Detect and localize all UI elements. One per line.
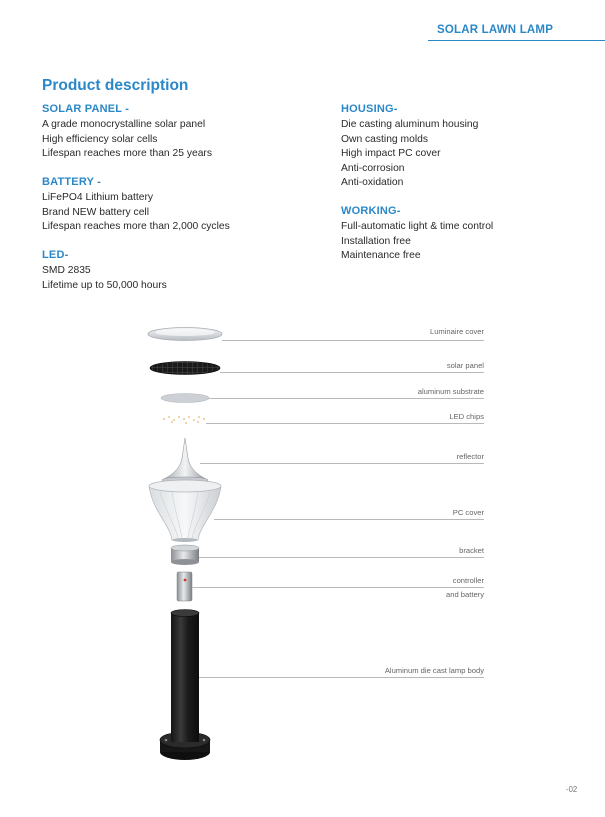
section-solar-panel	[42, 102, 212, 162]
callout-line	[199, 557, 484, 558]
callout-line	[222, 340, 484, 341]
page-number: -02	[566, 785, 578, 794]
label-luminaire-cover: Luminaire cover	[429, 327, 484, 336]
spec-line: Own casting molds	[341, 133, 428, 145]
label-lamp-body: Aluminum die cast lamp body	[384, 666, 484, 675]
section-housing	[341, 102, 478, 191]
lamp-body-part	[160, 610, 210, 761]
header-title: SOLAR LAWN LAMP	[437, 24, 554, 36]
callout-line	[199, 677, 484, 678]
exploded-view-diagram	[0, 320, 605, 770]
spec-line: Installation free	[341, 235, 411, 247]
spec-line: Full-automatic light & time control	[341, 221, 494, 232]
label-controller: controller	[452, 576, 484, 585]
spec-line: Maintenance free	[341, 250, 421, 262]
spec-line: Lifespan reaches more than 2,000 cycles	[42, 221, 230, 233]
label-solar-panel: solar panel	[446, 361, 484, 370]
section-heading: WORKING-	[341, 205, 401, 217]
spec-line: Brand NEW battery cell	[42, 206, 150, 218]
header-rule	[428, 40, 605, 41]
spec-line: LiFePO4 Lithium battery	[42, 192, 154, 203]
label-and-battery: and battery	[446, 590, 484, 599]
label-aluminum-substrate: aluminum substrate	[417, 387, 484, 396]
reflector-part	[162, 438, 208, 483]
label-led-chips: LED chips	[449, 412, 484, 421]
callout-line	[214, 519, 484, 520]
spec-line: High efficiency solar cells	[42, 133, 158, 145]
callout-line	[200, 463, 484, 464]
spec-line: Lifetime up to 50,000 hours	[42, 279, 167, 291]
label-pc-cover: PC cover	[452, 508, 484, 517]
callout-line	[192, 587, 484, 588]
callout-line	[220, 372, 484, 373]
lamp-parts-illustration	[0, 320, 605, 770]
spec-line: High impact PC cover	[341, 148, 441, 160]
bracket-part	[171, 545, 199, 565]
spec-line: Lifespan reaches more than 25 years	[42, 148, 212, 160]
section-working	[341, 204, 493, 264]
pc-cover-part	[149, 480, 221, 542]
spec-line: Anti-oxidation	[341, 177, 404, 189]
callout-line	[209, 398, 484, 399]
controller-battery-part	[177, 572, 192, 601]
led-chips-part	[163, 416, 205, 424]
page-title: Product description	[42, 77, 189, 94]
label-reflector: reflector	[456, 452, 484, 461]
callout-line	[206, 423, 484, 424]
spec-line: Anti-corrosion	[341, 162, 405, 174]
section-heading: LED-	[42, 249, 69, 261]
spec-line: SMD 2835	[42, 265, 91, 276]
section-heading: SOLAR PANEL -	[42, 103, 130, 115]
section-heading: HOUSING-	[341, 103, 398, 115]
luminaire-cover-part	[148, 328, 222, 341]
solar-panel-part	[150, 362, 220, 375]
spec-line: Die casting aluminum housing	[341, 119, 479, 130]
section-led	[42, 248, 167, 293]
aluminum-substrate-part	[161, 394, 209, 403]
section-battery	[42, 175, 230, 235]
label-bracket: bracket	[459, 546, 484, 555]
spec-line: A grade monocrystalline solar panel	[42, 119, 206, 130]
section-heading: BATTERY -	[42, 176, 102, 188]
